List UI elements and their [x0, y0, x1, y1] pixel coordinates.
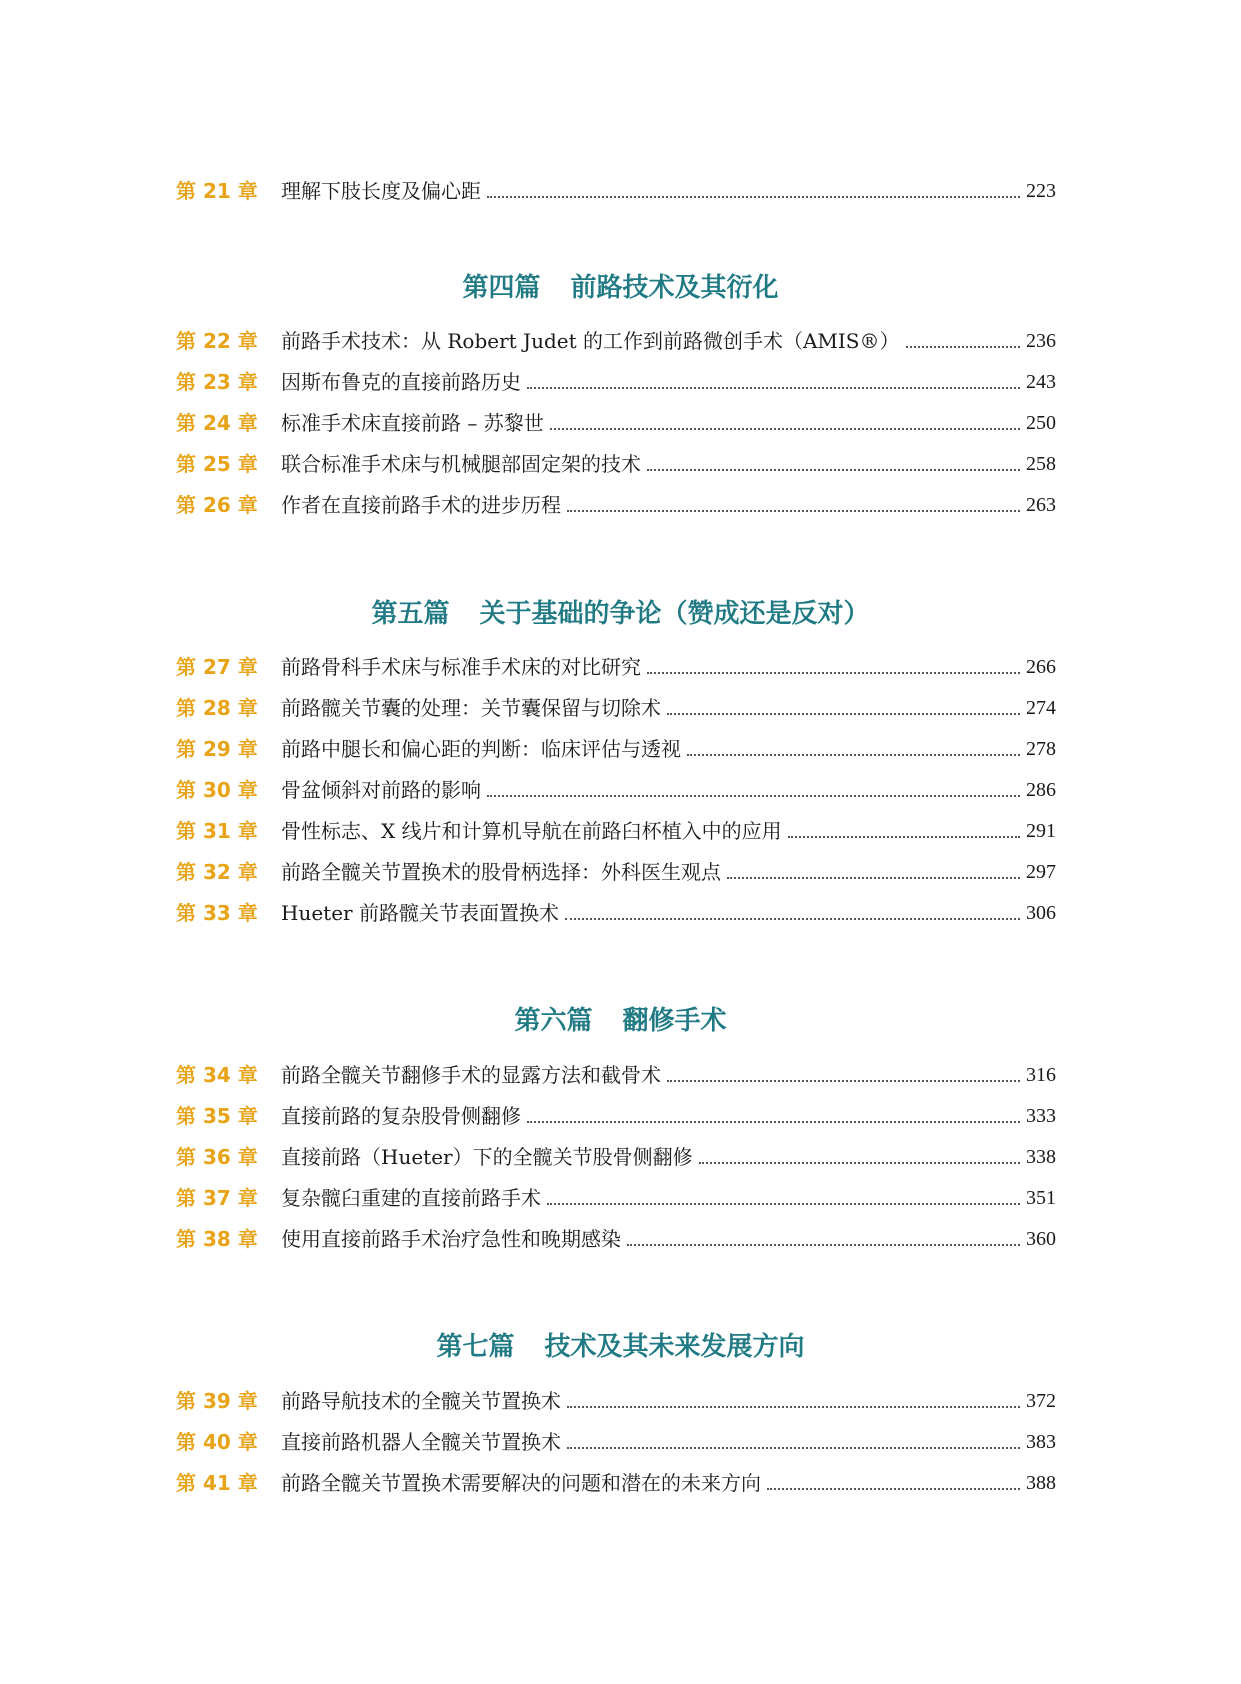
chapter-label: 第 29 章: [176, 737, 258, 761]
dot-leader: [567, 1406, 1020, 1408]
page-number: 360: [1026, 1228, 1056, 1250]
chapter-label: 第 35 章: [176, 1104, 258, 1128]
chapter-title: 直接前路（Hueter）下的全髋关节股骨侧翻修: [281, 1145, 693, 1169]
part-heading: [0, 594, 1241, 634]
chapter-label: 第 21 章: [176, 179, 258, 203]
page-number: 258: [1026, 453, 1056, 475]
part-title: 关于基础的争论（赞成还是反对）: [479, 599, 870, 629]
toc-entry[interactable]: [176, 1142, 1056, 1172]
dot-leader: [667, 1080, 1020, 1082]
dot-leader: [487, 795, 1020, 797]
toc-entry[interactable]: [176, 857, 1056, 887]
chapter-title: 前路全髋关节置换术的股骨柄选择：外科医生观点: [281, 860, 721, 884]
part-title: 技术及其未来发展方向: [544, 1332, 805, 1362]
toc-entry[interactable]: [176, 490, 1056, 520]
toc-entry[interactable]: [176, 1224, 1056, 1254]
chapter-label: 第 39 章: [176, 1389, 258, 1413]
chapter-title: 前路全髋关节置换术需要解决的问题和潜在的未来方向: [281, 1471, 761, 1495]
page-number: 243: [1026, 371, 1056, 393]
chapter-label: 第 38 章: [176, 1227, 258, 1251]
toc-entry[interactable]: [176, 652, 1056, 682]
toc-entry[interactable]: [176, 734, 1056, 764]
toc-entry[interactable]: [176, 1468, 1056, 1498]
dot-leader: [767, 1488, 1020, 1490]
chapter-label: 第 28 章: [176, 696, 258, 720]
page-number: 223: [1026, 180, 1056, 202]
page-number: 274: [1026, 697, 1056, 719]
dot-leader: [667, 713, 1020, 715]
page-number: 351: [1026, 1187, 1056, 1209]
chapter-title: 复杂髋臼重建的直接前路手术: [281, 1186, 541, 1210]
page-number: 333: [1026, 1105, 1056, 1127]
dot-leader: [567, 1447, 1020, 1449]
dot-leader: [687, 754, 1020, 756]
part-title: 前路技术及其衍化: [570, 273, 779, 303]
dot-leader: [727, 877, 1020, 879]
chapter-title: 直接前路机器人全髋关节置换术: [281, 1430, 561, 1454]
chapter-title: 因斯布鲁克的直接前路历史: [281, 370, 521, 394]
chapter-title: 前路手术技术：从 Robert Judet 的工作到前路微创手术（AMIS®）: [281, 329, 900, 353]
page-number: 388: [1026, 1472, 1056, 1494]
chapter-title: 标准手术床直接前路 – 苏黎世: [281, 411, 544, 435]
part-heading: [0, 1001, 1241, 1041]
page-number: 338: [1026, 1146, 1056, 1168]
dot-leader: [788, 836, 1020, 838]
chapter-title: 前路髋关节囊的处理：关节囊保留与切除术: [281, 696, 661, 720]
chapter-label: 第 25 章: [176, 452, 258, 476]
chapter-label: 第 32 章: [176, 860, 258, 884]
dot-leader: [527, 387, 1020, 389]
chapter-title: 前路中腿长和偏心距的判断：临床评估与透视: [281, 737, 681, 761]
chapter-label: 第 34 章: [176, 1063, 258, 1087]
page-number: 372: [1026, 1390, 1056, 1412]
page-number: 316: [1026, 1064, 1056, 1086]
part-label: 第六篇: [514, 1006, 593, 1036]
chapter-title: 使用直接前路手术治疗急性和晚期感染: [281, 1227, 621, 1251]
dot-leader: [550, 428, 1020, 430]
chapter-title: 直接前路的复杂股骨侧翻修: [281, 1104, 521, 1128]
toc-entry[interactable]: [176, 898, 1056, 928]
chapter-label: 第 24 章: [176, 411, 258, 435]
toc-entry[interactable]: [176, 176, 1056, 206]
chapter-label: 第 33 章: [176, 901, 258, 925]
chapter-title: 骨性标志、X 线片和计算机导航在前路臼杯植入中的应用: [281, 819, 782, 843]
toc-entry[interactable]: [176, 1427, 1056, 1457]
chapter-label: 第 31 章: [176, 819, 258, 843]
chapter-title: 作者在直接前路手术的进步历程: [281, 493, 561, 517]
part-label: 第四篇: [462, 273, 541, 303]
chapter-label: 第 26 章: [176, 493, 258, 517]
page-number: 278: [1026, 738, 1056, 760]
part-label: 第七篇: [436, 1332, 515, 1362]
page-number: 236: [1026, 330, 1056, 352]
toc-entry[interactable]: [176, 449, 1056, 479]
chapter-label: 第 27 章: [176, 655, 258, 679]
part-label: 第五篇: [371, 599, 450, 629]
toc-entry[interactable]: [176, 816, 1056, 846]
part-title: 翻修手术: [622, 1006, 727, 1036]
toc-entry[interactable]: [176, 1386, 1056, 1416]
toc-entry[interactable]: [176, 326, 1056, 356]
dot-leader: [627, 1244, 1020, 1246]
dot-leader: [547, 1203, 1020, 1205]
chapter-title: Hueter 前路髋关节表面置换术: [281, 901, 559, 925]
page-number: 263: [1026, 494, 1056, 516]
dot-leader: [565, 918, 1020, 920]
toc-entry[interactable]: [176, 775, 1056, 805]
dot-leader: [567, 510, 1020, 512]
dot-leader: [699, 1162, 1020, 1164]
toc-entry[interactable]: [176, 408, 1056, 438]
page-number: 291: [1026, 820, 1056, 842]
toc-entry[interactable]: [176, 1060, 1056, 1090]
chapter-title: 前路导航技术的全髋关节置换术: [281, 1389, 561, 1413]
dot-leader: [906, 346, 1020, 348]
chapter-title: 前路骨科手术床与标准手术床的对比研究: [281, 655, 641, 679]
part-heading: [0, 268, 1241, 308]
dot-leader: [647, 672, 1020, 674]
toc-entry[interactable]: [176, 1101, 1056, 1131]
chapter-title: 前路全髋关节翻修手术的显露方法和截骨术: [281, 1063, 661, 1087]
chapter-title: 骨盆倾斜对前路的影响: [281, 778, 481, 802]
toc-entry[interactable]: [176, 1183, 1056, 1213]
chapter-label: 第 40 章: [176, 1430, 258, 1454]
page-number: 250: [1026, 412, 1056, 434]
chapter-label: 第 41 章: [176, 1471, 258, 1495]
dot-leader: [647, 469, 1020, 471]
chapter-label: 第 30 章: [176, 778, 258, 802]
dot-leader: [527, 1121, 1020, 1123]
page-number: 306: [1026, 902, 1056, 924]
chapter-label: 第 23 章: [176, 370, 258, 394]
page-number: 266: [1026, 656, 1056, 678]
page-number: 286: [1026, 779, 1056, 801]
page-number: 297: [1026, 861, 1056, 883]
chapter-label: 第 37 章: [176, 1186, 258, 1210]
chapter-title: 联合标准手术床与机械腿部固定架的技术: [281, 452, 641, 476]
toc-entry[interactable]: [176, 693, 1056, 723]
chapter-title: 理解下肢长度及偏心距: [281, 179, 481, 203]
part-heading: [0, 1327, 1241, 1367]
toc-entry[interactable]: [176, 367, 1056, 397]
dot-leader: [487, 196, 1020, 198]
chapter-label: 第 36 章: [176, 1145, 258, 1169]
page-number: 383: [1026, 1431, 1056, 1453]
chapter-label: 第 22 章: [176, 329, 258, 353]
